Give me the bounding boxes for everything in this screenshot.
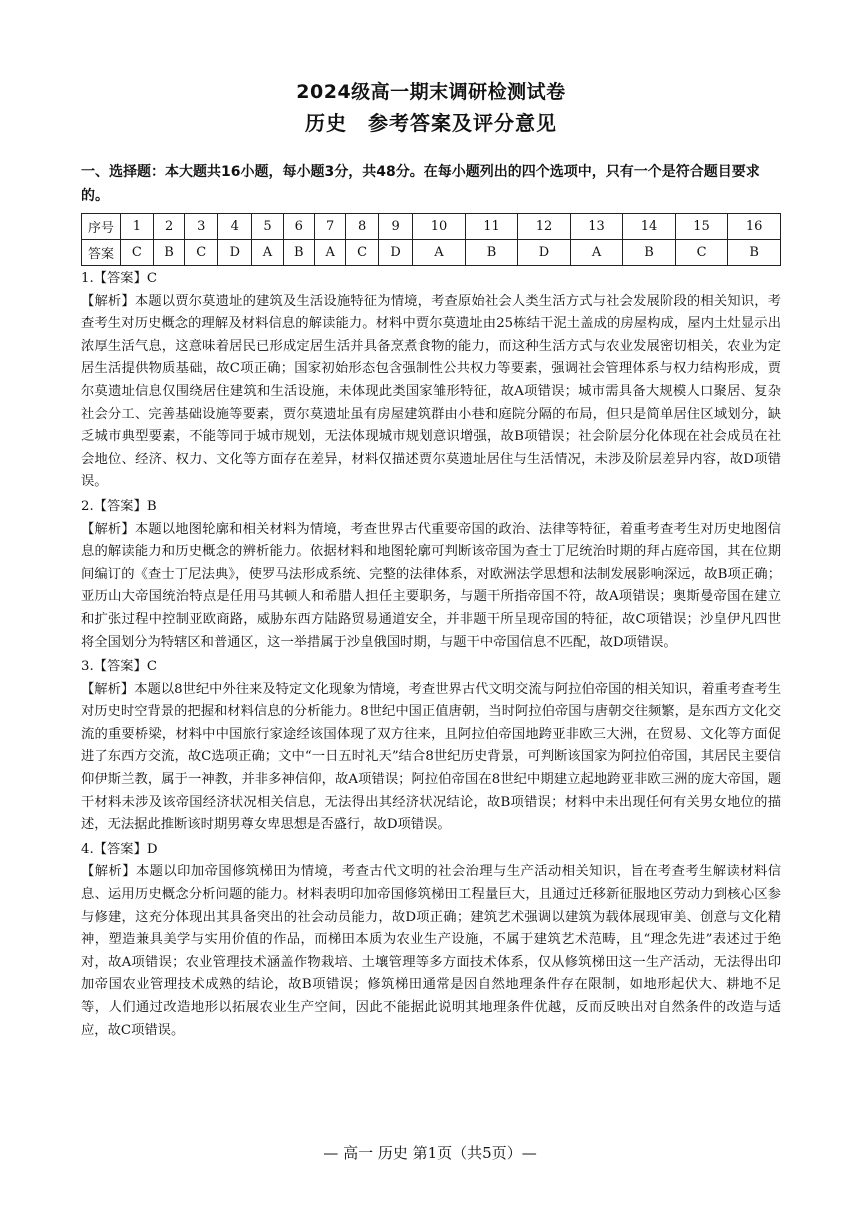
row-label-answer: 答案: [82, 240, 121, 266]
answer-cell: B: [623, 240, 676, 266]
question-number-cell: 7: [315, 214, 346, 240]
question-explanation: 【解析】本题以贾尔莫遗址的建筑及生活设施特征为情境，考查原始社会人类生活方式与社会发展阶段的相关知识，考查考生对历史概念的理解及材料信息的解读能力。材料中贾尔莫遗址由25栋结干泥土盖成的房屋构成，屋内土灶显示出浓厚生活气息，这意味着居民已形成定居生活并具备烹煮食物的能力，而这种生活方式与农业发展密切相关，农业为定居生活提供物质基础，故C项正确；国家初始形态包含强制性公共权力等要素，强调社会管理体系与权力结构形成，贾尔莫遗址信息仅围绕居住建筑和生活设施，未体现此类国家雏形特征，故A项错误；城市需具备大规模人口聚居、复杂社会分工、完善基础设施等要素，贾尔莫遗址虽有房屋建筑群由小巷和庭院分隔的布局，但只是简单居住区域划分，缺乏城市典型要素，不能等同于城市规划，无法体现城市规划意识增强，故B项错误；社会阶层分化体现在社会成员在社会地位、经济、权力、文化等方面存在差异，材料仅描述贾尔莫遗址居住与生活情况，未涉及阶层差异内容，故D项错误。: [81, 293, 781, 490]
question-number-cell: 8: [346, 214, 379, 240]
answer-table-row-answers: [82, 240, 781, 266]
question-number-cell: 9: [378, 214, 412, 240]
question-number-cell: 5: [252, 214, 283, 240]
question-explanation: 【解析】本题以印加帝国修筑梯田为情境，考查古代文明的社会治理与生产活动相关知识，旨在考查考生解读材料信息、运用历史概念分析问题的能力。材料表明印加帝国修筑梯田工程量巨大，且通过迁移新征服地区劳动力到核心区参与修建，这充分体现出其具备突出的社会动员能力，故D项正确；建筑艺术强调以建筑为载体展现审美、创意与文化精神，塑造兼具美学与实用价值的作品，而梯田本质为农业生产设施，不属于建筑艺术范畴，且“理念先进”表述过于绝对，故A项错误；农业管理技术涵盖作物栽培、土壤管理等多方面技术体系，仅从修筑梯田这一生产活动，无法得出印加帝国农业管理技术成熟的结论，故B项错误；修筑梯田通常是因自然地理条件存在限制，如地形起伏大、耕地不足等，人们通过改造地形以拓展农业生产空间，因此不能据此说明其地理条件优越，反而反映出对自然条件的改造与适应，故C项错误。: [81, 864, 781, 1038]
question-number-cell: 16: [728, 214, 781, 240]
question-number-cell: 15: [675, 214, 728, 240]
answer-cell: C: [675, 240, 728, 266]
exam-title: 2024级高一期末调研检测试卷: [296, 81, 566, 103]
answer-cell: B: [153, 240, 185, 266]
question-explanation: 【解析】本题以8世纪中外往来及特定文化现象为情境，考查世界古代文明交流与阿拉伯帝国的相关知识，着重考查考生对历史时空背景的把握和材料信息的分析能力。8世纪中国正值唐朝，当时阿拉伯帝国与唐朝交往频繁，是东西方文化交流的重要桥梁，材料中中国旅行家途经该国体现了双方往来，且阿拉伯帝国地跨亚非欧三大洲，在贸易、文化等方面促进了东西方交流，故C选项正确；文中“一日五时礼天”结合8世纪历史背景，可判断该国家为阿拉伯帝国，其居民主要信仰伊斯兰教，属于一神教，并非多神信仰，故A项错误；阿拉伯帝国在8世纪中期建立起地跨亚非欧三洲的庞大帝国，题干材料未涉及该帝国经济状况相关信息，无法得出其经济状况结论，故B项错误；材料中未出现任何有关男女地位的描述，无法据此推断该时期男尊女卑思想是否盛行，故D项错误。: [81, 681, 781, 833]
question-number-cell: 13: [570, 214, 623, 240]
question-number-cell: 6: [283, 214, 315, 240]
answer-cell: D: [378, 240, 412, 266]
answer-cell: C: [185, 240, 218, 266]
question-explanation: 【解析】本题以地图轮廓和相关材料为情境，考查世界古代重要帝国的政治、法律等特征，着重考查考生对历史地图信息的解读能力和历史概念的辨析能力。依据材料和地图轮廓可判断该帝国为查士丁尼统治时期的拜占庭帝国，其在位期间编订的《查士丁尼法典》，使罗马法形成系统、完整的法律体系，对欧洲法学思想和法制发展影响深远，故B项正确；亚历山大帝国统治特点是任用马其顿人和希腊人担任主要职务，与题干所指帝国不符，故A项错误；奥斯曼帝国在建立和扩张过程中控制亚欧商路，威胁东西方陆路贸易通道安全，并非题干所呈现帝国的特征，故C项错误；沙皇伊凡四世将全国划分为特辖区和普通区，这一举措属于沙皇俄国时期，与题干中帝国信息不匹配，故D项错误。: [81, 521, 781, 650]
question-answer-line: 4.【答案】D: [81, 841, 158, 857]
answer-table: [81, 213, 781, 266]
question-number-cell: 10: [413, 214, 466, 240]
answer-cell: D: [518, 240, 571, 266]
question-number-cell: 11: [465, 214, 518, 240]
answer-cell: D: [218, 240, 252, 266]
answer-cell: B: [728, 240, 781, 266]
question-2-block: [81, 496, 781, 654]
question-number-cell: 2: [153, 214, 185, 240]
answer-cell: A: [570, 240, 623, 266]
answer-cell: B: [465, 240, 518, 266]
answer-cell: C: [346, 240, 379, 266]
answer-cell: A: [315, 240, 346, 266]
question-number-cell: 12: [518, 214, 571, 240]
answer-table-row-numbers: [82, 214, 781, 240]
question-number-cell: 4: [218, 214, 252, 240]
answer-cell: A: [252, 240, 283, 266]
page-footer: — 高一 历史 第1页（共5页）—: [323, 1144, 537, 1162]
answer-cell: A: [413, 240, 466, 266]
question-answer-line: 3.【答案】C: [81, 659, 158, 675]
question-number-cell: 14: [623, 214, 676, 240]
section-heading: 一、选择题：本大题共16小题，每小题3分，共48分。在每小题列出的四个选项中，只有一个是符合题目要求的。: [81, 164, 760, 204]
answer-cell: C: [121, 240, 154, 266]
question-number-cell: 1: [121, 214, 154, 240]
question-number-cell: 3: [185, 214, 218, 240]
exam-subtitle: 历史 参考答案及评分意见: [305, 111, 557, 135]
question-3-block: [81, 656, 781, 837]
row-label-number: 序号: [82, 214, 121, 240]
question-4-block: [81, 839, 781, 1042]
question-answer-line: 2.【答案】B: [81, 498, 157, 514]
question-1-block: [81, 268, 781, 494]
question-answer-line: 1.【答案】C: [81, 271, 158, 286]
answer-cell: B: [283, 240, 315, 266]
